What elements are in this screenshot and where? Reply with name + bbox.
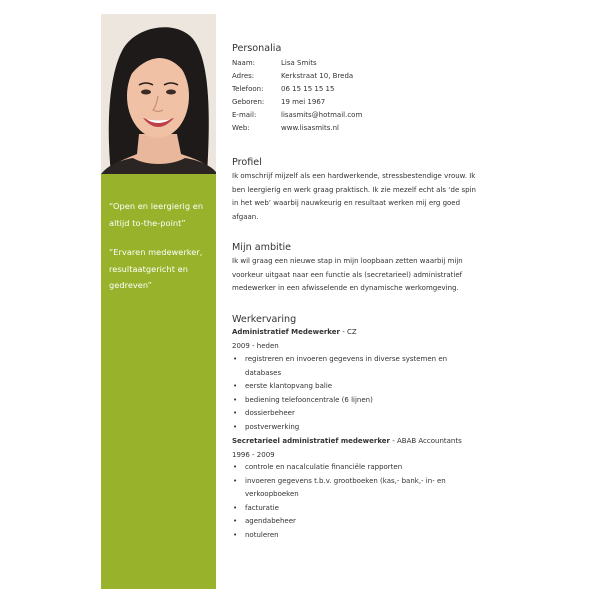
personalia-label: E-mail: <box>232 111 257 119</box>
list-item <box>232 407 477 421</box>
list-item <box>232 353 477 380</box>
ambitie-text: Ik wil graag een nieuwe stap in mijn loopbaan zetten waarbij mijn voorkeur uitgaat naar een functie als (secretarieel) administratief medewerker in een afwisselende en dynamische werkomgeving. <box>232 257 463 293</box>
task-list <box>232 353 477 435</box>
job-company: - ABAB Accountants <box>390 437 462 445</box>
personalia-label: Telefoon: <box>232 85 264 93</box>
personalia-label: Web: <box>232 124 250 132</box>
list-item <box>232 529 450 543</box>
bullet-icon: • <box>233 422 238 431</box>
bullet-icon: • <box>233 409 238 418</box>
personalia-label: Naam: <box>232 59 255 67</box>
website-link[interactable]: www.lisasmits.nl <box>281 124 339 132</box>
job-role: Secretarieel administratief medewerker <box>232 437 390 445</box>
bullet-icon: • <box>233 355 238 363</box>
personalia-label: Adres: <box>232 72 255 80</box>
list-item <box>232 515 450 529</box>
bullet-icon: • <box>233 463 238 471</box>
list-item <box>232 380 477 394</box>
profiel-heading: Profiel <box>232 157 262 168</box>
task-text: dossierbeheer <box>245 409 295 418</box>
task-text: controle en nacalculatie financiële rapporten <box>245 463 403 471</box>
bullet-icon: • <box>233 395 238 404</box>
bullet-icon: • <box>233 503 238 512</box>
task-text: eerste klantopvang balie <box>245 382 333 391</box>
task-text: notuleren <box>245 530 279 539</box>
personalia-value: Kerkstraat 10, Breda <box>281 72 354 80</box>
profile-photo <box>101 14 216 174</box>
sidebar <box>101 174 216 589</box>
sidebar-quote: “Ervaren medewerker, resultaatgericht en gedreven” <box>109 247 203 290</box>
task-list <box>232 461 450 543</box>
werkervaring-heading: Werkervaring <box>232 314 297 325</box>
job-period: 2009 - heden <box>232 342 279 350</box>
list-item <box>232 461 450 475</box>
task-text: postverwerking <box>245 422 300 431</box>
job-title <box>232 328 357 336</box>
list-item <box>232 502 450 516</box>
personalia-value: Lisa Smits <box>281 59 317 67</box>
bullet-icon: • <box>233 476 238 485</box>
job-period: 1996 - 2009 <box>232 451 275 459</box>
bullet-icon: • <box>233 530 238 539</box>
personalia-heading: Personalia <box>232 43 282 54</box>
job-company: - CZ <box>339 328 357 336</box>
bullet-icon: • <box>233 517 238 526</box>
personalia-value: 06 15 15 15 15 <box>281 85 335 93</box>
task-text: facturatie <box>245 503 279 512</box>
job-title <box>232 437 462 445</box>
list-item <box>232 421 477 435</box>
personalia-label: Geboren: <box>232 98 265 106</box>
task-text: agendabeheer <box>245 517 296 526</box>
sidebar-quote: “Open en leergierig en altijd to-the-point” <box>109 201 204 228</box>
ambitie-heading: Mijn ambitie <box>232 242 292 253</box>
list-item <box>232 475 450 502</box>
profiel-text: Ik omschrijf mijzelf als een hardwerkende, stressbestendige vrouw. Ik ben leergierig en werk graag praktisch. Ik zie mezelf echt als ‘de spin in het web’ waarbij nauwkeurig en resultaat werken mij erg goed afgaan. <box>232 172 476 221</box>
email-link[interactable]: lisasmits@hotmail.com <box>281 111 363 119</box>
list-item <box>232 394 477 408</box>
task-text: bediening telefooncentrale (6 lijnen) <box>245 395 373 404</box>
task-text: invoeren gegevens t.b.v. grootboeken (kas,- bank,- in- en verkoopboeken <box>245 476 446 499</box>
bullet-icon: • <box>233 382 238 391</box>
task-text: registreren en invoeren gegevens in diverse systemen en databases <box>245 355 448 377</box>
job-role: Administratief Medewerker <box>232 328 340 336</box>
personalia-value: 19 mei 1967 <box>281 98 326 106</box>
